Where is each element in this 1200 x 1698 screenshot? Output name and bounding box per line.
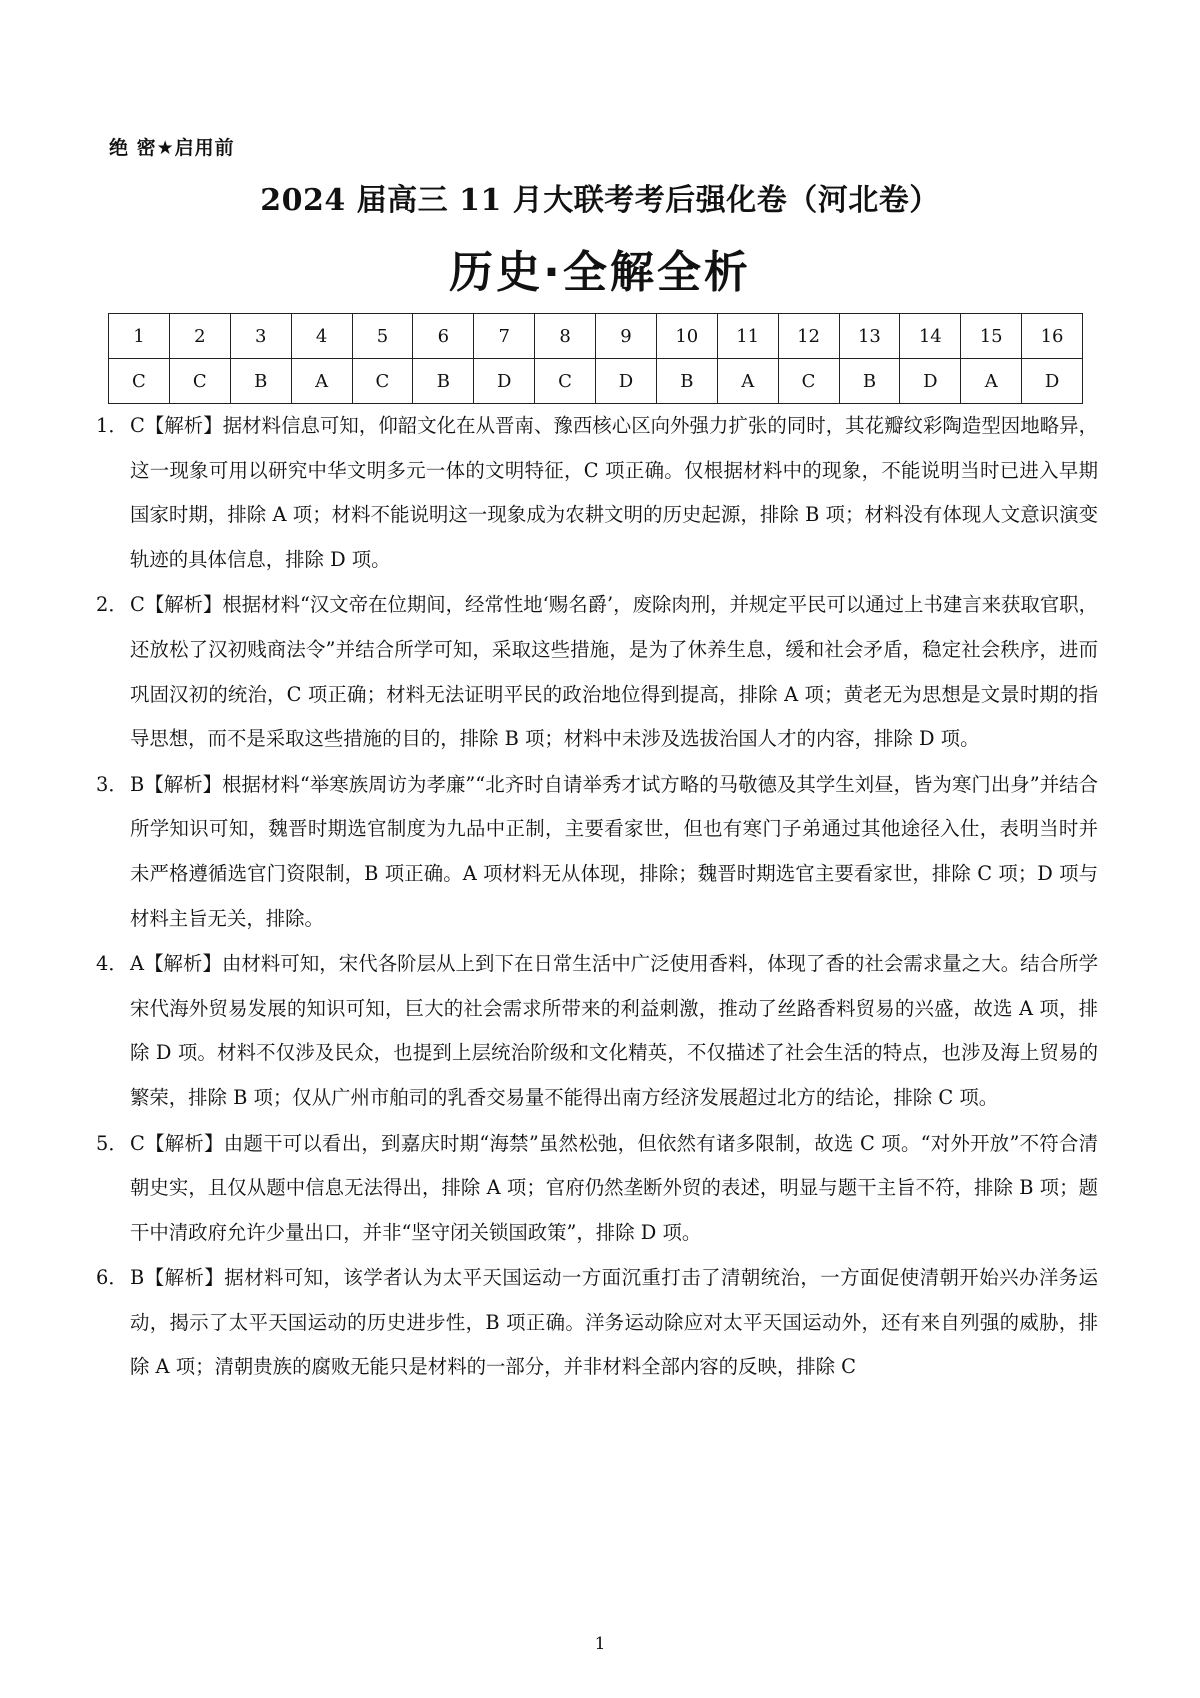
answer-row: [109, 359, 1083, 404]
explanations-section: [96, 404, 1098, 1391]
question-number: 1: [109, 314, 170, 359]
item-number: 4．: [96, 952, 128, 976]
question-number: 6: [413, 314, 474, 359]
answer-cell: B: [230, 359, 291, 404]
question-number: 13: [839, 314, 900, 359]
explanation-text: C【解析】由题干可以看出，到嘉庆时期“海禁”虽然松弛，但依然有诸多限制，故选 C 项。“对外开放”不符合清朝史实，且仅从题中信息无法得出，排除 A 项；官府仍然垄断外贸的表述，明显与题干主旨不符，排除 B 项；题干中清政府允许少量出口，并非“坚守闭关锁国政策”，排除 D 项。: [130, 1131, 1098, 1244]
item-number: 5．: [96, 1131, 128, 1155]
explanation-text: B【解析】根据材料“举寒族周访为孝廉”“北齐时自请举秀才试方略的马敬德及其学生刘昼，皆为寒门出身”并结合所学知识可知，魏晋时期选官制度为九品中正制，主要看家世，但也有寒门子弟通过其他途径入仕，表明当时并未严格遵循选官门资限制，B 项正确。A 项材料无从体现，排除；魏晋时期选官主要看家世，排除 C 项；D 项与材料主旨无关，排除。: [130, 772, 1098, 930]
question-number: 8: [535, 314, 596, 359]
answer-cell: C: [352, 359, 413, 404]
question-number: 7: [474, 314, 535, 359]
question-number: 14: [900, 314, 961, 359]
item-number: 3．: [96, 772, 128, 796]
answer-cell: B: [656, 359, 717, 404]
explanation-text: C【解析】根据材料“汉文帝在位期间，经常性地‘赐名爵’，废除肉刑，并规定平民可以通过上书建言来获取官职，还放松了汉初贱商法令”并结合所学可知，采取这些措施，是为了休养生息，缓和社会矛盾，稳定社会秩序，进而巩固汉初的统治，C 项正确；材料无法证明平民的政治地位得到提高，排除 A 项；黄老无为思想是文景时期的指导思想，而不是采取这些措施的目的，排除 B 项；材料中未涉及选拔治国人才的内容，排除 D 项。: [130, 593, 1098, 751]
subject-title: 历史·全解全析: [449, 247, 751, 298]
answer-cell: A: [291, 359, 352, 404]
item-number: 6．: [96, 1266, 128, 1290]
explanation-text: A【解析】由材料可知，宋代各阶层从上到下在日常生活中广泛使用香料，体现了香的社会需求量之大。结合所学宋代海外贸易发展的知识可知，巨大的社会需求所带来的利益刺激，推动了丝路香料贸易的兴盛，故选 A 项，排除 D 项。材料不仅涉及民众，也提到上层统治阶级和文化精英，不仅描述了社会生活的特点，也涉及海上贸易的繁荣，排除 B 项；仅从广州市舶司的乳香交易量不能得出南方经济发展超过北方的结论，排除 C 项。: [130, 952, 1098, 1109]
explanation-item: [96, 404, 1098, 582]
answer-table: [108, 313, 1083, 404]
answer-cell: A: [961, 359, 1022, 404]
question-number: 11: [717, 314, 778, 359]
question-number: 3: [230, 314, 291, 359]
answer-cell: C: [535, 359, 596, 404]
item-number: 1．: [96, 414, 128, 437]
answer-cell: D: [596, 359, 657, 404]
question-number: 4: [291, 314, 352, 359]
answer-cell: C: [109, 359, 170, 404]
answer-cell: C: [169, 359, 230, 404]
answer-cell: D: [1022, 359, 1083, 404]
secret-label: 绝 密★启用前: [109, 137, 235, 159]
explanation-item: [96, 1122, 1098, 1256]
page-number: 1: [594, 1634, 606, 1654]
question-number: 12: [778, 314, 839, 359]
explanation-text: B【解析】据材料可知，该学者认为太平天国运动一方面沉重打击了清朝统治，一方面促使清朝开始兴办洋务运动，揭示了太平天国运动的历史进步性，B 项正确。洋务运动除应对太平天国运动外，还有来自列强的威胁，排除 A 项；清朝贵族的腐败无能只是材料的一部分，并非材料全部内容的反映，排除 C: [130, 1266, 1098, 1379]
explanation-item: [96, 763, 1098, 941]
question-number-row: [109, 314, 1083, 359]
explanation-item: [96, 1256, 1098, 1390]
item-number: 2．: [96, 593, 128, 617]
explanation-text: C【解析】据材料信息可知，仰韶文化在从晋南、豫西核心区向外强力扩张的同时，其花瓣纹彩陶造型因地略异，这一现象可用以研究中华文明多元一体的文明特征，C 项正确。仅根据材料中的现象，不能说明当时已进入早期国家时期，排除 A 项；材料不能说明这一现象成为农耕文明的历史起源，排除 B 项；材料没有体现人文意识演变轨迹的具体信息，排除 D 项。: [130, 414, 1098, 571]
question-number: 5: [352, 314, 413, 359]
answer-cell: D: [900, 359, 961, 404]
question-number: 15: [961, 314, 1022, 359]
explanation-item: [96, 942, 1098, 1120]
question-number: 16: [1022, 314, 1083, 359]
question-number: 9: [596, 314, 657, 359]
explanation-item: [96, 583, 1098, 761]
question-number: 10: [656, 314, 717, 359]
answer-cell: A: [717, 359, 778, 404]
answer-cell: B: [413, 359, 474, 404]
answer-cell: C: [778, 359, 839, 404]
answer-cell: B: [839, 359, 900, 404]
question-number: 2: [169, 314, 230, 359]
exam-title: 2024 届高三 11 月大联考考后强化卷（河北卷）: [260, 183, 940, 218]
answer-cell: D: [474, 359, 535, 404]
